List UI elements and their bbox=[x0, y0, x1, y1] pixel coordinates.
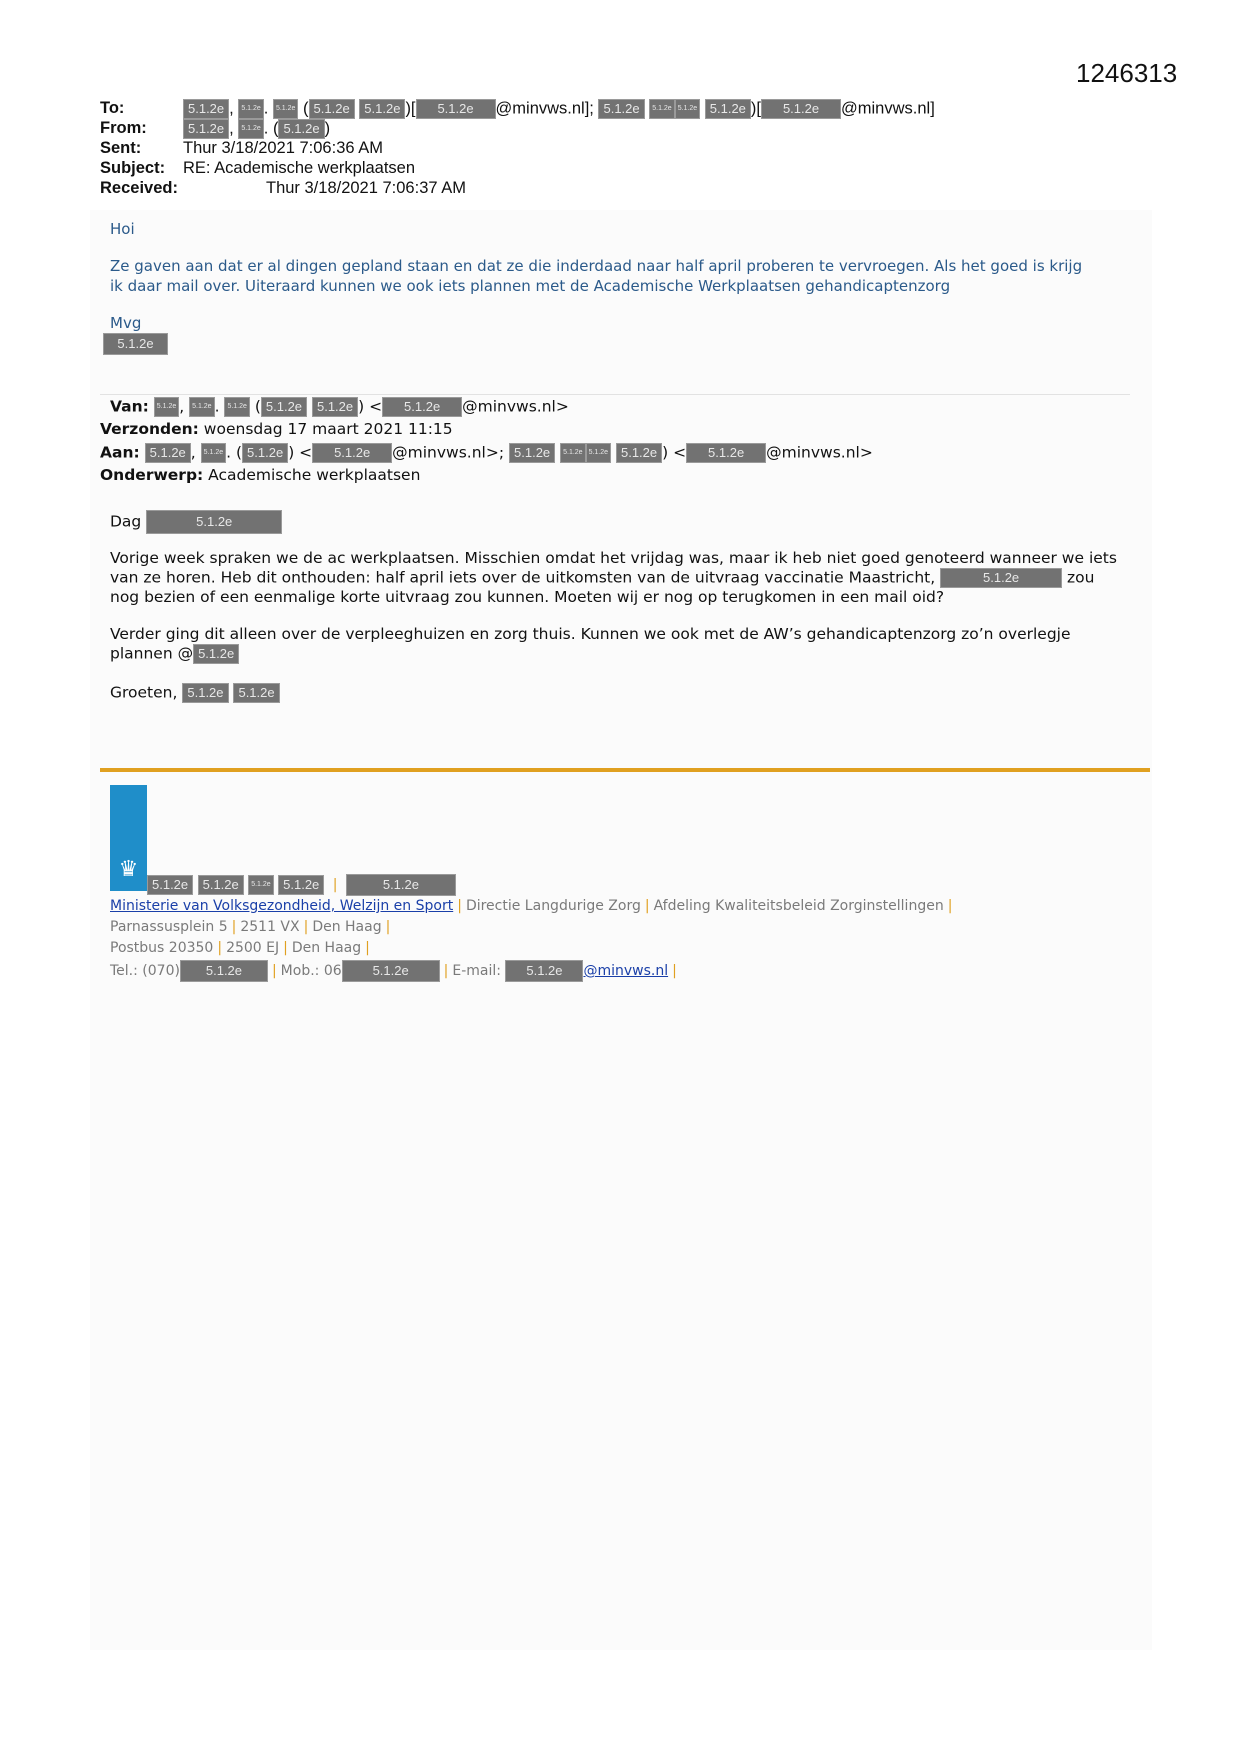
redaction: 5.1.2e bbox=[103, 333, 168, 355]
redaction: 5.1.2e bbox=[560, 443, 585, 463]
ministry-link[interactable]: Ministerie van Volksgezondheid, Welzijn en Sport bbox=[110, 898, 454, 914]
redaction: 5.1.2e bbox=[382, 397, 462, 417]
mob-label: Mob.: 06 bbox=[280, 963, 342, 979]
redaction: 5.1.2e bbox=[261, 397, 307, 417]
separator: | bbox=[303, 919, 309, 935]
separator: | bbox=[947, 898, 953, 914]
to-value: 5.1.2e , 5.1.2e . 5.1.2e ( 5.1.2e 5.1.2e )[ 5.1.2e @minvws.nl]; 5.1.2e 5.1.2e 5.1.2e 5.1.2e )[ 5.1.2e @minvws.nl] bbox=[183, 99, 935, 119]
p1-line2-end: zou bbox=[1067, 568, 1095, 587]
reply-signature bbox=[103, 333, 168, 355]
to-domain-1: @minvws.nl]; bbox=[495, 99, 594, 118]
redaction: 5.1.2e bbox=[224, 397, 249, 417]
city1: Den Haag bbox=[312, 919, 382, 935]
original-p1-line-2 bbox=[110, 568, 1094, 588]
redaction: 5.1.2e bbox=[705, 99, 751, 119]
separator: | bbox=[332, 877, 338, 893]
signature-address-row bbox=[110, 919, 394, 935]
original-verzonden-row bbox=[100, 420, 453, 438]
original-greeting-row bbox=[110, 510, 282, 534]
redaction: 5.1.2e bbox=[598, 99, 644, 119]
original-p1-line-3: nog bezien of een eenmalige korte uitvraag zou kunnen. Moeten wij er nog op terugkomen in een mail oid? bbox=[110, 588, 945, 606]
redaction: 5.1.2e bbox=[147, 875, 193, 895]
from-value: 5.1.2e , 5.1.2e . ( 5.1.2e ) bbox=[183, 119, 330, 139]
crest-icon: ♛ bbox=[118, 857, 139, 882]
original-closing: Groeten, bbox=[110, 683, 178, 702]
reply-line-2: ik daar mail over. Uiteraard kunnen we ook iets plannen met de Academische Werkplaatsen gehandicaptenzorg bbox=[110, 277, 951, 295]
street: Parnassusplein 5 bbox=[110, 919, 228, 935]
van-domain: @minvws.nl> bbox=[462, 397, 569, 416]
redaction: 5.1.2e bbox=[189, 397, 214, 417]
redaction: 5.1.2e bbox=[586, 443, 611, 463]
redaction: 5.1.2e bbox=[675, 99, 700, 119]
from-label: From: bbox=[100, 119, 147, 137]
redaction: 5.1.2e bbox=[761, 99, 841, 119]
redaction: 5.1.2e bbox=[183, 99, 229, 119]
to-label: To: bbox=[100, 99, 125, 117]
redaction: 5.1.2e bbox=[278, 119, 324, 139]
aan-label: Aan: bbox=[100, 443, 140, 462]
separator: | bbox=[217, 940, 223, 956]
redaction: 5.1.2e bbox=[154, 397, 179, 417]
separator: | bbox=[365, 940, 370, 956]
separator: | bbox=[271, 963, 277, 979]
separator: | bbox=[672, 963, 677, 979]
original-p1-line-1: Vorige week spraken we de ac werkplaatsen. Misschien omdat het vrijdag was, maar ik heb niet goed genoteerd wanneer we iets bbox=[110, 549, 1117, 567]
signature-org-row bbox=[110, 898, 956, 914]
verzonden-value: woensdag 17 maart 2021 11:15 bbox=[203, 420, 453, 438]
postbus: Postbus 20350 bbox=[110, 940, 214, 956]
redaction: 5.1.2e bbox=[248, 875, 273, 895]
redaction: 5.1.2e bbox=[233, 683, 279, 703]
separator: | bbox=[231, 919, 237, 935]
subject-value: RE: Academische werkplaatsen bbox=[183, 159, 416, 177]
subject-label: Subject: bbox=[100, 159, 166, 177]
redaction: 5.1.2e bbox=[180, 960, 268, 982]
city2: Den Haag bbox=[291, 940, 362, 956]
redaction: 5.1.2e bbox=[242, 443, 288, 463]
redaction: 5.1.2e bbox=[359, 99, 405, 119]
redaction: 5.1.2e bbox=[278, 875, 324, 895]
redaction: 5.1.2e bbox=[616, 443, 662, 463]
redaction: 5.1.2e bbox=[940, 568, 1062, 588]
redaction: 5.1.2e bbox=[273, 99, 298, 119]
received-value: Thur 3/18/2021 7:06:37 AM bbox=[266, 179, 466, 197]
reply-closing: Mvg bbox=[110, 314, 142, 332]
redaction: 5.1.2e bbox=[309, 99, 355, 119]
onderwerp-value: Academische werkplaatsen bbox=[208, 466, 421, 484]
redaction: 5.1.2e bbox=[146, 510, 282, 534]
signature-rule bbox=[100, 768, 1150, 772]
original-closing-row bbox=[110, 683, 280, 703]
redaction: 5.1.2e bbox=[649, 99, 674, 119]
redaction: 5.1.2e bbox=[201, 443, 226, 463]
redaction: 5.1.2e bbox=[312, 397, 358, 417]
redaction: 5.1.2e bbox=[416, 99, 496, 119]
zip2: 2500 EJ bbox=[226, 940, 280, 956]
aan-domain-1: @minvws.nl>; bbox=[392, 443, 505, 462]
separator: | bbox=[283, 940, 288, 956]
tel-label: Tel.: (070) bbox=[110, 963, 180, 979]
verzonden-label: Verzonden: bbox=[100, 420, 199, 438]
redaction: 5.1.2e bbox=[238, 119, 263, 139]
van-label: Van: bbox=[110, 397, 149, 416]
original-p2-line-2 bbox=[110, 644, 239, 664]
afdeling: Afdeling Kwaliteitsbeleid Zorginstellingen bbox=[653, 898, 944, 914]
email-link[interactable]: @minvws.nl bbox=[583, 963, 669, 979]
zip1: 2511 VX bbox=[240, 919, 300, 935]
sent-value: Thur 3/18/2021 7:06:36 AM bbox=[183, 139, 383, 157]
redaction: 5.1.2e bbox=[193, 644, 239, 664]
signature-postbus-row bbox=[110, 940, 374, 956]
redaction: 5.1.2e bbox=[505, 960, 583, 982]
onderwerp-label: Onderwerp: bbox=[100, 466, 204, 484]
reply-line-1: Ze gaven aan dat er al dingen gepland staan en dat ze die inderdaad naar half april proberen te vervroegen. Als het goed is krijg bbox=[110, 257, 1083, 275]
to-domain-2: @minvws.nl] bbox=[841, 99, 935, 118]
redaction: 5.1.2e bbox=[686, 443, 766, 463]
redaction: 5.1.2e bbox=[509, 443, 555, 463]
email-label: E-mail: bbox=[452, 963, 501, 979]
separator: | bbox=[385, 919, 391, 935]
signature-name-row bbox=[147, 874, 456, 896]
directie: Directie Langdurige Zorg bbox=[465, 898, 641, 914]
redaction: 5.1.2e bbox=[198, 875, 244, 895]
separator: | bbox=[457, 898, 462, 914]
original-van-row: Van: 5.1.2e , 5.1.2e . 5.1.2e ( 5.1.2e 5.1.2e ) < 5.1.2e @minvws.nl> bbox=[110, 397, 569, 416]
redaction: 5.1.2e bbox=[312, 443, 392, 463]
reply-greeting: Hoi bbox=[110, 220, 135, 238]
document-number: 1246313 bbox=[1076, 58, 1178, 88]
signature-contact-row bbox=[110, 960, 681, 982]
original-p2-line-1: Verder ging dit alleen over de verpleeghuizen en zorg thuis. Kunnen we ook met de AW’s gehandicaptenzorg zo’n overlegje bbox=[110, 625, 1071, 643]
redaction: 5.1.2e bbox=[238, 99, 263, 119]
separator: | bbox=[644, 898, 650, 914]
separator: | bbox=[443, 963, 449, 979]
message-separator bbox=[100, 394, 1130, 395]
redaction: 5.1.2e bbox=[183, 119, 229, 139]
received-label: Received: bbox=[100, 179, 178, 197]
sent-label: Sent: bbox=[100, 139, 142, 157]
original-greeting: Dag bbox=[110, 512, 142, 531]
redaction: 5.1.2e bbox=[342, 960, 440, 982]
p2-line2-text: plannen @ bbox=[110, 644, 194, 663]
redaction: 5.1.2e bbox=[145, 443, 191, 463]
original-onderwerp-row bbox=[100, 466, 420, 484]
redaction: 5.1.2e bbox=[182, 683, 228, 703]
original-aan-row: Aan: 5.1.2e , 5.1.2e . ( 5.1.2e ) < 5.1.2e @minvws.nl>; 5.1.2e 5.1.2e 5.1.2e 5.1.2e ) < 5.1.2e @minvws.nl> bbox=[100, 443, 873, 462]
redaction: 5.1.2e bbox=[346, 874, 456, 896]
p1-line2-text: van ze horen. Heb dit onthouden: half april iets over de uitkomsten van de uitvraag vaccinatie Maastricht, bbox=[110, 568, 936, 587]
aan-domain-2: @minvws.nl> bbox=[766, 443, 873, 462]
